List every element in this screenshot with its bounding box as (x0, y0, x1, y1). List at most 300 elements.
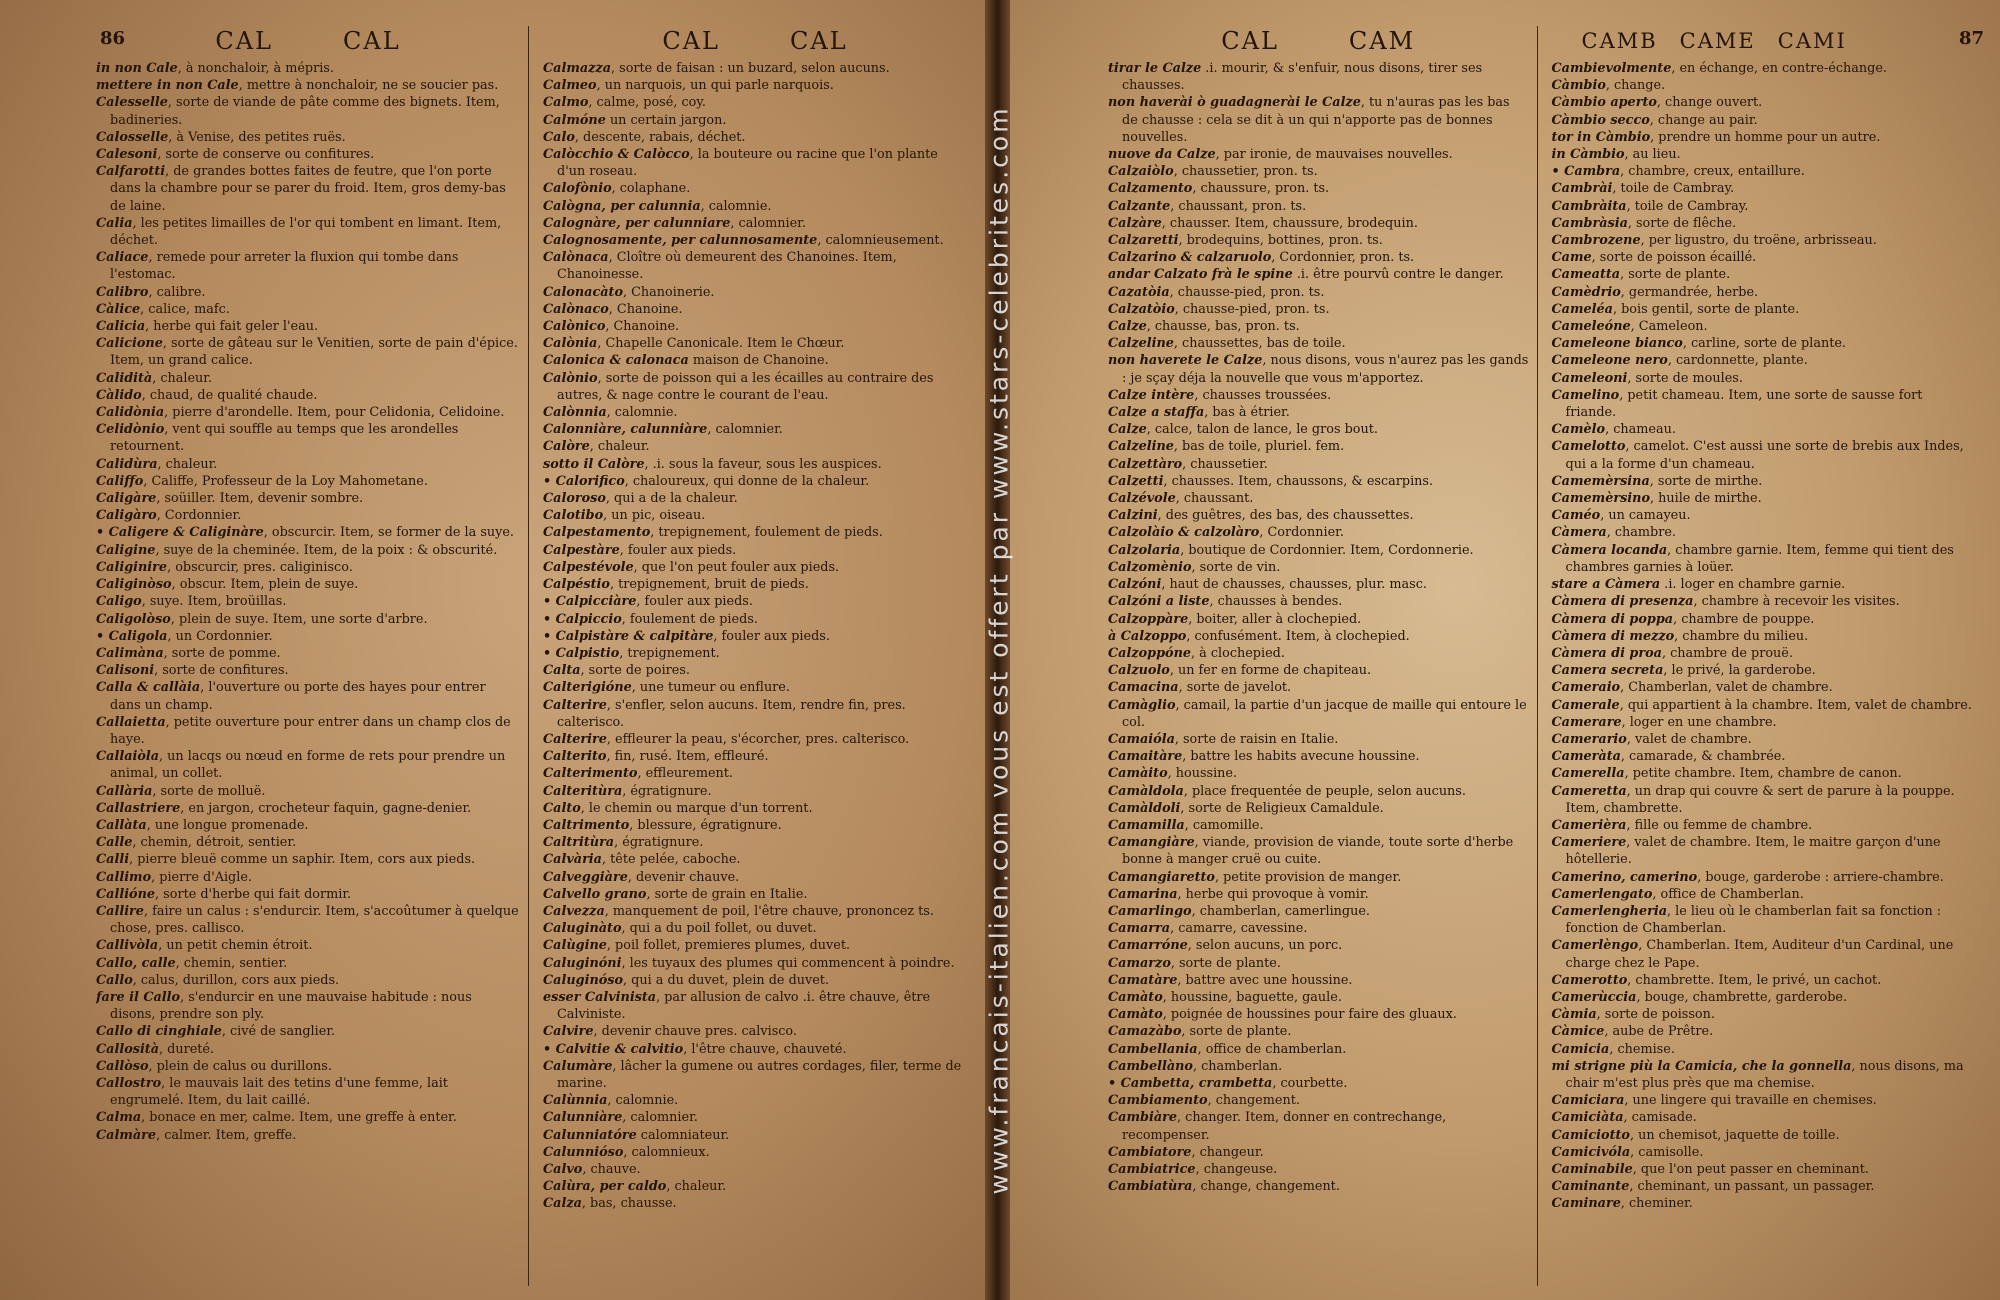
dictionary-entry (543, 834, 967, 851)
headword: in Càmbio (1551, 147, 1625, 163)
definition: , sorte d'herbe qui fait dormir. (155, 886, 352, 902)
definition: , calomnie. (606, 405, 678, 421)
dictionary-entry (543, 180, 967, 197)
headword: Camiciàta (1551, 1110, 1624, 1126)
headword: Camàto (1108, 989, 1163, 1005)
dictionary-entry (543, 1058, 967, 1092)
dictionary-entry (96, 1075, 520, 1109)
column (539, 26, 967, 1286)
definition: , pierre d'Aigle. (151, 869, 252, 885)
headword: Camera secreta (1551, 663, 1664, 679)
headword: Caméo (1551, 508, 1601, 524)
definition: , s'enfler, selon aucuns. Item, rendre fin, pres. calterisco. (557, 697, 906, 730)
dictionary-entry (543, 232, 967, 249)
definition: , chausses à bendes. (1209, 594, 1343, 610)
dictionary-entry (1552, 1195, 1973, 1212)
definition: , un petit chemin étroit. (158, 938, 313, 954)
definition: , le privé, la garderobe. (1663, 663, 1816, 679)
dictionary-entry (96, 817, 520, 834)
headword: Calia (96, 215, 133, 231)
definition: , égratignure. (614, 835, 704, 851)
headword: Caltritùra (543, 835, 615, 851)
dictionary-entry (96, 576, 520, 593)
definition: , chausse-pied, pron. ts. (1174, 301, 1330, 317)
dictionary-entry (543, 783, 967, 800)
headword: Calòre (543, 439, 590, 455)
dictionary-entry (96, 542, 520, 559)
definition: , plein de suye. Item, une sorte d'arbre. (170, 611, 428, 627)
definition: , Cameleon. (1630, 319, 1708, 335)
column (1108, 26, 1538, 1286)
headword: Calzeline (1108, 336, 1174, 352)
headword: Calze a staffa (1108, 405, 1205, 421)
definition: , sorte de gâteau sur le Venitien, sorte de pain d'épice. Item, un grand calice. (110, 336, 518, 369)
running-head-word: CAL (215, 27, 273, 55)
dictionary-entry (1552, 1006, 1973, 1023)
dictionary-entry (96, 662, 520, 679)
dictionary-entry (1552, 1058, 1973, 1092)
headword: Calzeline (1108, 439, 1174, 455)
headword: Caminante (1551, 1179, 1630, 1195)
dictionary-entry (1108, 1161, 1529, 1178)
dictionary-entry (96, 284, 520, 301)
headword: Calzini (1108, 508, 1158, 524)
headword: Camarróne (1108, 938, 1188, 954)
headword: Celidònio (96, 422, 165, 438)
headword: Callària (96, 783, 153, 799)
dictionary-entry (96, 473, 520, 490)
definition: , que l'on peut passer en cheminant. (1632, 1162, 1869, 1177)
definition: , per ligustro, du troëne, arbrisseau. (1640, 233, 1877, 249)
headword: Cambràsia (1551, 215, 1628, 231)
dictionary-entry (543, 421, 967, 438)
entry-list (96, 60, 520, 1144)
dictionary-entry (96, 1023, 520, 1040)
dictionary-entry (543, 438, 967, 455)
headword: Calmeo (543, 78, 597, 94)
headword: Cambiàre (1108, 1110, 1178, 1126)
dictionary-entry (1552, 869, 1973, 886)
definition: , cheminant, un passant, un passager. (1629, 1179, 1875, 1195)
dictionary-entry (543, 748, 967, 765)
definition: , houssine, baguette, gaule. (1162, 989, 1342, 1005)
dictionary-entry (1108, 507, 1529, 524)
dictionary-entry (96, 421, 520, 455)
headword: Cambràita (1551, 198, 1627, 214)
page-columns (1108, 26, 1972, 1286)
definition: , petit chameau. Item, une sorte de sausse fort friande. (1565, 387, 1923, 421)
dictionary-entry (543, 851, 967, 868)
dictionary-entry (96, 129, 520, 146)
dictionary-entry (1552, 438, 1973, 472)
definition: , effleurer la peau, s'écorcher, pres. calterisco. (606, 731, 910, 747)
definition: , obscur. Item, plein de suye. (171, 577, 359, 593)
headword: Camerièra (1551, 817, 1627, 833)
definition: , bonace en mer, calme. Item, une greffe à enter. (141, 1110, 457, 1126)
headword: Camatàre (1108, 972, 1178, 988)
definition: , calme, posé, coy. (588, 95, 706, 111)
definition: , par ironie, de mauvaises nouvelles. (1215, 147, 1453, 163)
headword: Camerlengheria (1551, 903, 1667, 919)
definition: , un narquois, un qui parle narquois. (596, 78, 834, 94)
watermark-text: www.francais-italien.com vous est offert par www.stars-celebrites.com (984, 105, 1014, 1195)
headword: Calvezza (543, 903, 605, 919)
definition: , pierre d'arondelle. Item, pour Celidonia, Celidoine. (164, 405, 505, 421)
definition: , qui a du poil follet, ou duvet. (621, 921, 817, 937)
definition: , calibre. (148, 284, 206, 300)
headword: esser Calvinista (543, 989, 657, 1005)
dictionary-entry (543, 524, 967, 541)
headword: Calisoni (96, 663, 155, 679)
dictionary-entry (1552, 301, 1973, 318)
dictionary-entry (1108, 748, 1529, 765)
running-head-word: CAMB (1581, 29, 1658, 53)
dictionary-entry (1108, 611, 1529, 628)
dictionary-entry (1552, 783, 1973, 817)
definition: , obscurcir. Item, se former de la suye. (263, 525, 514, 541)
headword: Calùnnia (543, 1093, 608, 1109)
headword: Calze (1108, 422, 1147, 438)
dictionary-entry (1108, 524, 1529, 541)
dictionary-entry (1552, 490, 1973, 507)
dictionary-entry (1108, 387, 1529, 404)
dictionary-entry (96, 1127, 520, 1144)
dictionary-entry (543, 198, 967, 215)
headword: Calònaco (543, 301, 609, 317)
headword: Came (1551, 250, 1592, 266)
dictionary-entry (96, 370, 520, 387)
headword: Calofònio (543, 181, 612, 197)
headword: Camaióla (1108, 731, 1175, 747)
headword: Camerlèngo (1551, 938, 1639, 954)
definition: , fouler aux pieds. (636, 594, 753, 610)
dictionary-entry (1552, 146, 1973, 163)
definition: , l'ouverture ou porte des hayes pour entrer dans un champ. (110, 680, 486, 713)
headword: • Calvitie & calvitio (543, 1041, 684, 1057)
headword: tor in Càmbio (1551, 129, 1651, 145)
headword: Calterire (543, 731, 607, 747)
definition: , un Cordonnier. (167, 628, 273, 644)
definition: , l'être chauve, chauveté. (683, 1041, 847, 1057)
definition: , sorte de poisson qui a les écailles au contraire des autres, & nage contre le courant de l'eau. (557, 370, 934, 403)
headword: Calveggiàre (543, 869, 628, 885)
definition: , calomnier. (730, 215, 806, 231)
definition: , carline, sorte de plante. (1682, 336, 1846, 352)
headword: Calunniatóre (543, 1127, 637, 1143)
dictionary-entry (1552, 748, 1973, 765)
dictionary-entry (1552, 1023, 1973, 1040)
headword: Calvo (543, 1162, 583, 1177)
left-page (0, 0, 985, 1300)
dictionary-entry (543, 1178, 967, 1195)
definition: , dureté. (159, 1041, 215, 1057)
dictionary-entry (1108, 886, 1529, 903)
dictionary-entry (543, 1092, 967, 1109)
headword: à Calzoppo (1108, 628, 1187, 644)
definition: , camelot. C'est aussi une sorte de brebis aux Indes, qui a la forme d'un chameau. (1565, 439, 1964, 472)
headword: Cameatta (1551, 267, 1621, 283)
dictionary-entry (1108, 335, 1529, 352)
dictionary-entry (543, 593, 967, 610)
entry-list (543, 60, 967, 1213)
headword: Camangiaretto (1108, 869, 1215, 885)
headword: Calpestévole (543, 559, 634, 575)
definition: , la bouteure ou racine que l'on plante d'un roseau. (557, 147, 938, 180)
page-number: 86 (100, 28, 126, 49)
definition: , calce, talon de lance, le gros bout. (1146, 422, 1378, 438)
dictionary-entry (543, 955, 967, 972)
headword: Càmera di mezzo (1551, 628, 1675, 644)
definition: , descente, rabais, déchet. (574, 129, 746, 145)
definition: , Chamberlan. Item, Auditeur d'un Cardinal, une charge chez le Pape. (1565, 938, 1954, 971)
dictionary-entry (543, 628, 967, 645)
definition: , les tuyaux des plumes qui commencent à poindre. (621, 955, 955, 971)
dictionary-entry (543, 1109, 967, 1126)
definition: , viande, provision de viande, toute sorte d'herbe bonne à manger cruë ou cuite. (1122, 835, 1514, 868)
headword: Camàglio (1108, 697, 1176, 713)
dictionary-entry (1552, 542, 1973, 576)
headword: Calterito (543, 749, 607, 765)
definition: , prendre un homme pour un autre. (1650, 129, 1881, 145)
definition: , Chanoinerie. (623, 284, 715, 300)
headword: Calfarotti (96, 164, 166, 180)
definition: , calomnier. (622, 1110, 698, 1126)
dictionary-entry (1552, 352, 1973, 369)
definition: , fouler aux pieds. (713, 628, 830, 644)
dictionary-entry (543, 249, 967, 283)
definition: , chamberlan. (1192, 1058, 1283, 1074)
headword: • Calpistàre & calpitàre (543, 628, 714, 644)
definition: , chaussant. (1175, 491, 1254, 507)
headword: Càmera (1551, 525, 1607, 541)
definition: , calomnier. (707, 422, 783, 438)
headword: Calzàre (1108, 215, 1162, 231)
definition: , obscurcir, pres. caliginisco. (167, 559, 353, 575)
headword: Caminabile (1551, 1162, 1633, 1177)
definition: , suye. Item, broüillas. (141, 594, 287, 610)
definition: , change au pair. (1649, 112, 1758, 128)
headword: Calzévole (1108, 491, 1176, 507)
definition: , boutique de Cordonnier. Item, Cordonnerie. (1180, 542, 1474, 558)
headword: Calesoni (96, 147, 158, 163)
dictionary-entry (543, 490, 967, 507)
dictionary-entry (543, 1023, 967, 1040)
entry-list (1552, 60, 1973, 1213)
dictionary-entry (1108, 628, 1529, 645)
headword: Calognosamente, per calunnosamente (543, 233, 818, 249)
headword: Cameriere (1551, 835, 1627, 851)
headword: Caminare (1551, 1196, 1621, 1212)
dictionary-entry (1108, 438, 1529, 455)
headword: Caliace (96, 250, 149, 266)
definition: , de grandes bottes faites de feutre, que l'on porte dans la chambre pour se parer du froid. Item, gros demy-bas de laine. (110, 164, 506, 214)
dictionary-entry (1552, 266, 1973, 283)
headword: Callastriere (96, 800, 181, 816)
dictionary-entry (96, 834, 520, 851)
headword: Cameleoni (1551, 370, 1628, 386)
headword: Càmice (1551, 1024, 1605, 1040)
headword: Camerino, camerino (1551, 869, 1698, 885)
dictionary-entry (1552, 370, 1973, 387)
headword: Cameraio (1551, 680, 1621, 696)
headword: Calze intère (1108, 387, 1195, 403)
running-head (1552, 26, 1973, 56)
definition: , sorte de pomme. (163, 645, 281, 661)
definition: , chemin, détroit, sentier. (132, 835, 297, 851)
headword: Camèlo (1551, 422, 1606, 438)
headword: Callàta (96, 817, 147, 833)
definition: , en échange, en contre-échange. (1671, 61, 1887, 76)
dictionary-entry (1108, 421, 1529, 438)
headword: Camicia (1551, 1041, 1610, 1057)
dictionary-entry (96, 783, 520, 800)
headword: Calzarino & calzaruolo (1108, 250, 1272, 266)
definition: , chaussetier, pron. ts. (1173, 164, 1318, 180)
headword: andar Calzato frà le spine (1108, 267, 1293, 283)
dictionary-entry (1108, 473, 1529, 490)
dictionary-entry (1552, 886, 1973, 903)
headword: Calidònia (96, 405, 165, 421)
dictionary-entry (1552, 1127, 1973, 1144)
dictionary-entry (1108, 542, 1529, 559)
dictionary-entry (1552, 903, 1973, 937)
headword: Cameléa (1551, 301, 1613, 317)
headword: Callióne (96, 886, 156, 902)
headword: Caluginóni (543, 955, 622, 971)
headword: Cameleóne (1551, 319, 1631, 335)
dictionary-entry (1108, 232, 1529, 249)
headword: Camerella (1551, 766, 1625, 782)
headword: Camelino (1551, 387, 1620, 403)
headword: Càlice (96, 301, 141, 317)
definition: , chambrette. Item, le privé, un cachot. (1627, 972, 1882, 988)
definition: , civé de sanglier. (221, 1024, 336, 1040)
definition: , chaussure, pron. ts. (1192, 181, 1330, 197)
dictionary-entry (1552, 112, 1973, 129)
definition: , changer. Item, donner en contrechange, recompenser. (1122, 1110, 1447, 1143)
definition: , calmer. Item, greffe. (156, 1127, 297, 1143)
headword: Calonacàto (543, 284, 623, 300)
headword: Calpestamento (543, 525, 651, 541)
definition: .i. mourir, & s'enfuir, nous disons, tirer ses chausses. (1122, 61, 1483, 94)
definition: , que l'on peut fouler aux pieds. (633, 559, 840, 575)
running-head (96, 26, 520, 56)
headword: Calli (96, 852, 130, 868)
dictionary-entry (96, 645, 520, 662)
definition: , bouge, garderobe : arriere-chambre. (1697, 869, 1944, 885)
headword: Callaietta (96, 714, 166, 730)
definition: , chaleur. (666, 1179, 727, 1195)
dictionary-entry (1552, 662, 1973, 679)
running-head-word: CAL (1221, 27, 1279, 55)
dictionary-entry (543, 77, 967, 94)
definition: , les petites limailles de l'or qui tombent en limant. Item, déchet. (110, 215, 502, 249)
headword: Callivòla (96, 938, 159, 954)
headword: Caligàre (96, 491, 157, 507)
definition: , chaussetier. (1182, 456, 1268, 472)
headword: • Calpistio (543, 645, 620, 661)
dictionary-entry (543, 301, 967, 318)
headword: Camàldoli (1108, 800, 1181, 816)
definition: , sorte de poisson écaillé. (1591, 250, 1757, 266)
dictionary-entry (96, 886, 520, 903)
headword: Calterimento (543, 766, 638, 782)
dictionary-entry (1108, 972, 1529, 989)
headword: Cameleone nero (1551, 353, 1668, 369)
headword: Califfo (96, 473, 144, 489)
headword: Camemèrsina (1551, 473, 1650, 489)
definition: , un fer en forme de chapiteau. (1169, 663, 1372, 679)
definition: , s'endurcir en une mauvaise habitude : nous disons, prendre son ply. (110, 989, 472, 1023)
definition: , loger en une chambre. (1621, 714, 1777, 730)
definition: , sorte de flêche. (1627, 215, 1737, 231)
definition: , herbe qui provoque à vomir. (1177, 886, 1369, 902)
dictionary-entry (1108, 834, 1529, 868)
dictionary-entry (96, 972, 520, 989)
headword: • Calorifico (543, 473, 625, 489)
dictionary-entry (96, 679, 520, 713)
dictionary-entry (543, 697, 967, 731)
headword: Calta (543, 663, 581, 679)
dictionary-entry (1108, 645, 1529, 662)
definition: , nous disons, ma chair m'est plus près que ma chemise. (1565, 1058, 1964, 1091)
definition: , trepignement. (619, 645, 720, 661)
dictionary-entry (1552, 94, 1973, 111)
headword: Càmera di poppa (1551, 611, 1674, 627)
dictionary-entry (1108, 266, 1529, 283)
headword: Calicione (96, 336, 163, 352)
headword: Callo (96, 972, 133, 988)
definition: , fin, rusé. Item, effleuré. (606, 749, 769, 765)
headword: Càmera di presenza (1551, 594, 1694, 610)
definition: , colaphane. (611, 181, 691, 197)
definition: , poil follet, premieres plumes, duvet. (606, 938, 851, 954)
dictionary-entry (96, 163, 520, 215)
dictionary-entry (1552, 817, 1973, 834)
definition: , chaud, de qualité chaude. (141, 387, 318, 403)
definition: , camomille. (1184, 817, 1264, 833)
dictionary-entry (1108, 249, 1529, 266)
definition: un certain jargon. (605, 112, 727, 128)
definition: , lâcher la gumene ou autres cordages, filer, terme de marine. (557, 1058, 962, 1091)
headword: Camerlengato (1551, 886, 1653, 902)
definition: , qui a de la chaleur. (605, 491, 738, 507)
headword: Camerale (1551, 697, 1620, 713)
headword: sotto il Calòre (543, 456, 645, 472)
dictionary-entry (1552, 1178, 1973, 1195)
dictionary-entry (1552, 198, 1973, 215)
definition: , par allusion de calvo .i. être chauve, être Calviniste. (557, 989, 931, 1023)
definition: , chauve. (582, 1162, 641, 1177)
definition: , Cloître où demeurent des Chanoines. Item, Chanoinesse. (557, 250, 897, 283)
dictionary-entry (1108, 180, 1529, 197)
dictionary-entry (543, 507, 967, 524)
dictionary-entry (1108, 697, 1529, 731)
dictionary-entry (1108, 301, 1529, 318)
definition: , sorte de confitures. (154, 663, 289, 679)
definition: , battre les habits avecune houssine. (1182, 749, 1420, 765)
dictionary-entry (1552, 972, 1973, 989)
definition: , changeuse. (1195, 1162, 1278, 1177)
dictionary-entry (543, 1041, 967, 1058)
dictionary-entry (1552, 77, 1973, 94)
dictionary-entry (96, 524, 520, 541)
definition: , chambre, creux, entaillure. (1620, 164, 1805, 180)
dictionary-entry (543, 576, 967, 593)
headword: Calosselle (96, 129, 169, 145)
headword: Callire (96, 903, 144, 919)
dictionary-entry (543, 645, 967, 662)
